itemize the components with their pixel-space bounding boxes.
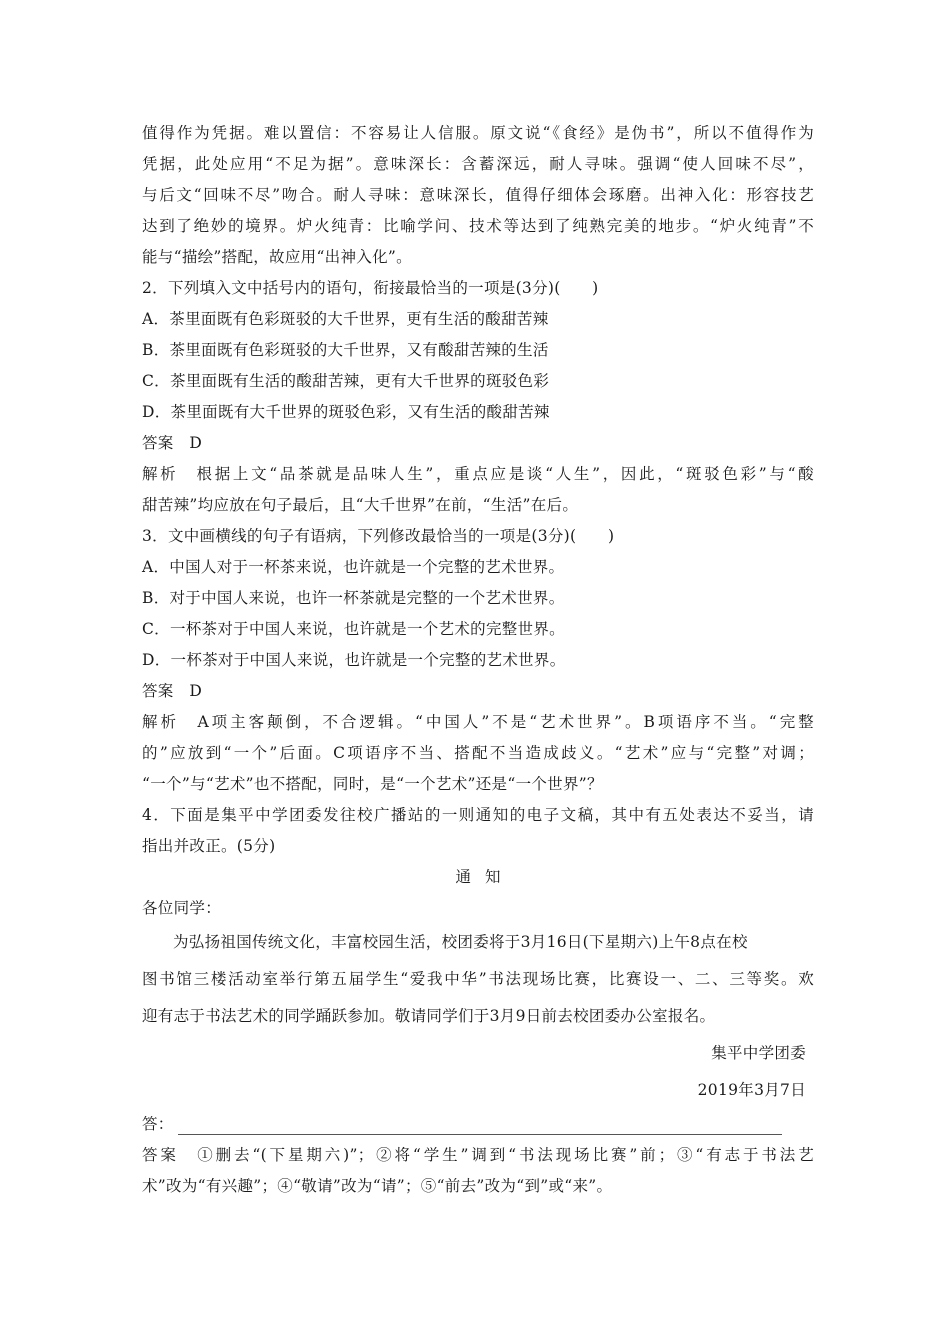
text-line: 凭据，此处应用“不足为据”。意味深长：含蓄深远，耐人寻味。强调“使人回味不尽”， xyxy=(142,155,814,173)
analysis-line: 的”应放到“一个”后面。C项语序不当、搭配不当造成歧义。“艺术”应与“完整”对调； xyxy=(142,744,814,762)
answer-prompt: 答： xyxy=(142,1115,174,1133)
analysis-line: “一个”与“艺术”也不搭配，同时，是“一个艺术”还是“一个世界”？ xyxy=(142,775,603,793)
notice-signature: 集平中学团委 xyxy=(711,1044,806,1062)
document-page xyxy=(142,118,814,1202)
question-text: 4．下面是集平中学团委发往校广播站的一则通知的电子文稿，其中有五处表达不妥当，请 xyxy=(142,806,814,824)
question-text: 3．文中画横线的句子有语病，下列修改最恰当的一项是(3分)( ) xyxy=(142,527,615,545)
text-line: 能与“描绘”搭配，故应用“出神入化”。 xyxy=(142,248,412,266)
notice-title: 通知 xyxy=(455,868,515,886)
notice-date: 2019年3月7日 xyxy=(697,1081,806,1099)
option-d: D．茶里面既有大千世界的斑驳色彩，又有生活的酸甜苦辣 xyxy=(142,403,550,421)
question-4 xyxy=(142,800,814,1202)
option-c: C．一杯茶对于中国人来说，也许就是一个艺术的完整世界。 xyxy=(142,620,565,638)
question-text: 2．下列填入文中括号内的语句，衔接最恰当的一项是(3分)( ) xyxy=(142,279,599,297)
answer: 答案 D xyxy=(142,682,203,700)
notice-body-line: 迎有志于书法艺术的同学踊跃参加。敬请同学们于3月9日前去校团委办公室报名。 xyxy=(142,1007,716,1025)
text-line: 值得作为凭据。难以置信：不容易让人信服。原文说“《食经》是伪书”，所以不值得作为 xyxy=(142,124,814,142)
answer-blank-row xyxy=(142,1109,814,1140)
question-2 xyxy=(142,273,814,521)
text-line: 达到了绝妙的境界。炉火纯青：比喻学问、技术等达到了纯熟完美的地步。“炉火纯青”不 xyxy=(142,217,814,235)
option-a: A．中国人对于一杯茶来说，也许就是一个完整的艺术世界。 xyxy=(142,558,565,576)
text-line: 与后文“回味不尽”吻合。耐人寻味：意味深长，值得仔细体会琢磨。出神入化：形容技艺 xyxy=(142,186,814,204)
notice-body-line: 为弘扬祖国传统文化，丰富校园生活，校团委将于3月16日(下星期六)上午8点在校 xyxy=(173,933,748,951)
analysis-line: 解析 A项主客颠倒，不合逻辑。“中国人”不是“艺术世界”。B项语序不当。“完整 xyxy=(142,713,814,731)
option-a: A．茶里面既有色彩斑驳的大千世界，更有生活的酸甜苦辣 xyxy=(142,310,549,328)
option-b: B．茶里面既有色彩斑驳的大千世界，又有酸甜苦辣的生活 xyxy=(142,341,549,359)
analysis-line: 解析 根据上文“品茶就是品味人生”，重点应是谈“人生”，因此，“斑驳色彩”与“酸 xyxy=(142,465,814,483)
answer-line: 术”改为“有兴趣”；④“敬请”改为“请”；⑤“前去”改为“到”或“来”。 xyxy=(142,1177,613,1195)
option-b: B．对于中国人来说，也许一杯茶就是完整的一个艺术世界。 xyxy=(142,589,565,607)
question-3 xyxy=(142,521,814,800)
analysis-line: 甜苦辣”均应放在句子最后，且“大千世界”在前，“生活”在后。 xyxy=(142,496,579,514)
option-c: C．茶里面既有生活的酸甜苦辣，更有大千世界的斑驳色彩 xyxy=(142,372,550,390)
answer-line: 答案 ①删去“(下星期六)”；②将“学生”调到“书法现场比赛”前；③“有志于书法艺 xyxy=(142,1146,814,1164)
notice-body-line: 图书馆三楼活动室举行第五届学生“爱我中华”书法现场比赛，比赛设一、二、三等奖。欢 xyxy=(142,970,814,988)
answer-blank-line xyxy=(178,1114,782,1135)
notice-greeting: 各位同学： xyxy=(142,899,222,917)
answer: 答案 D xyxy=(142,434,203,452)
question-text: 指出并改正。(5分) xyxy=(142,837,276,855)
option-d: D．一杯茶对于中国人来说，也许就是一个完整的艺术世界。 xyxy=(142,651,566,669)
q1-explanation xyxy=(142,118,814,273)
